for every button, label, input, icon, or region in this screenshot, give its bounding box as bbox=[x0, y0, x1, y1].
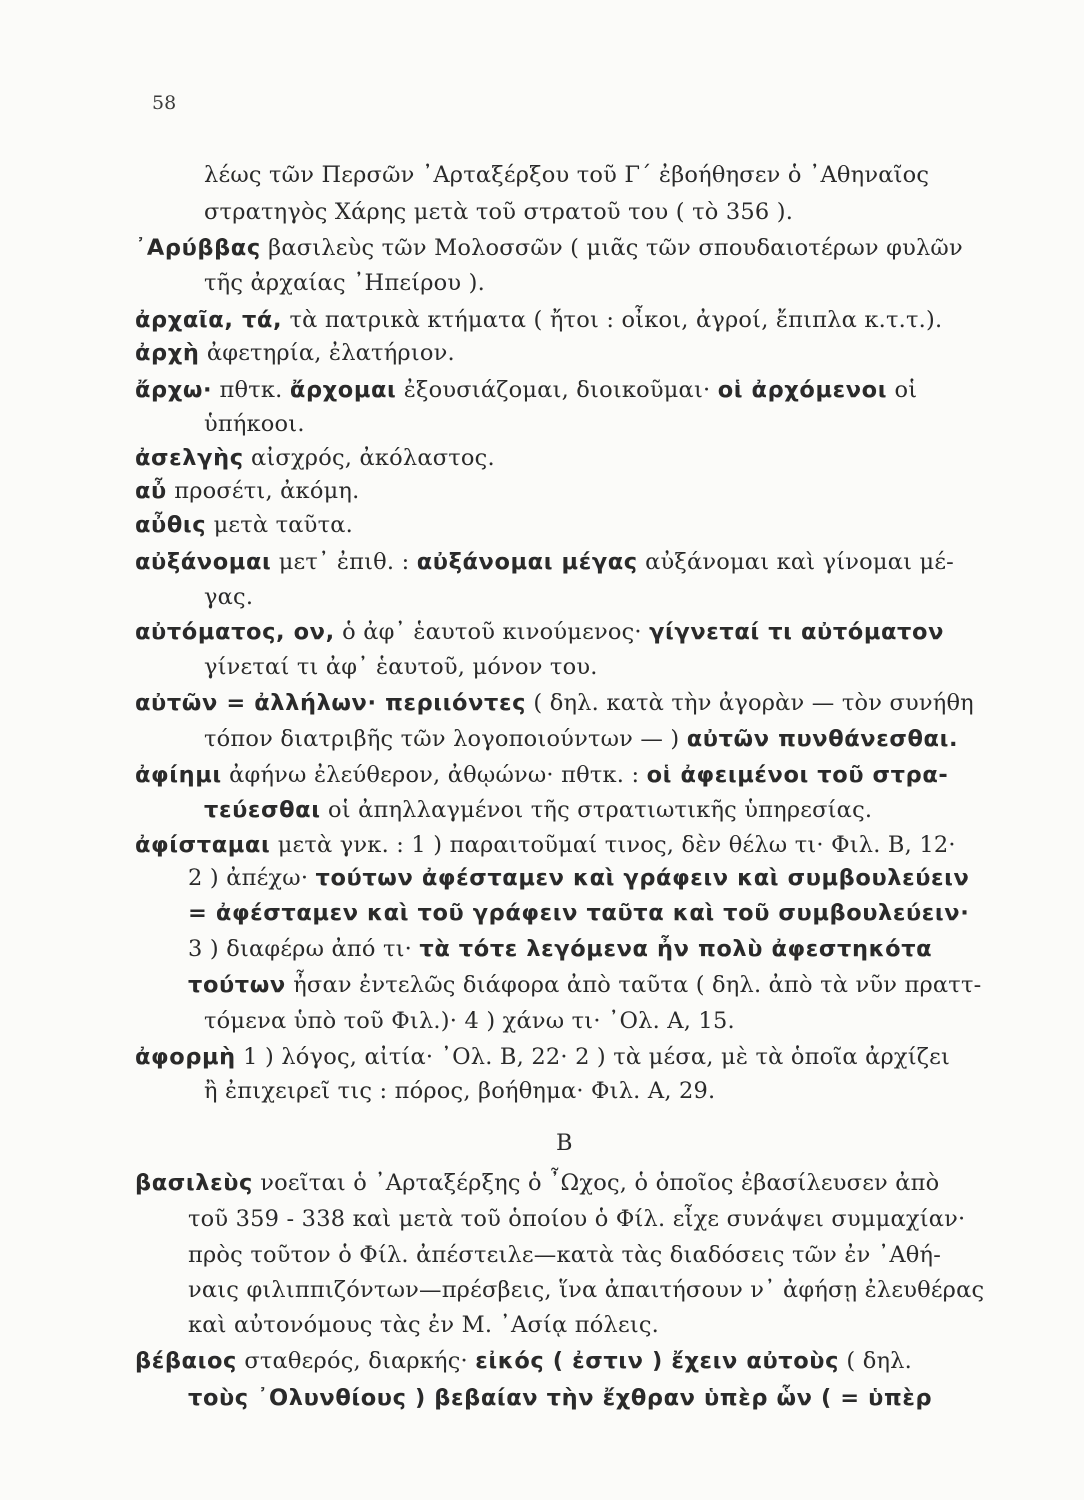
text-line: 2 ) ἀπέχω· τούτων ἀφέσταμεν καὶ γράφειν καὶ συμβουλεύειν bbox=[188, 865, 970, 891]
entry-line: αὐξάνομαι μετ᾿ ἐπιθ. : αὐξάνομαι μέγας αὐξάνομαι καὶ γίνομαι μέ- bbox=[135, 549, 954, 575]
bold-term: = ἀφέσταμεν καὶ τοῦ γράφειν ταῦτα καὶ τοῦ συμβουλεύειν· bbox=[188, 900, 970, 926]
text-line: τόπον διατριβῆς τῶν λογοποιούντων — ) αὐτῶν πυνθάνεσθαι. bbox=[204, 726, 959, 752]
bold-term: εἰκός ( ἐστιν ) ἔχειν αὐτοὺς bbox=[475, 1348, 840, 1374]
text-line bbox=[188, 898, 969, 928]
page-number: 58 bbox=[152, 92, 177, 114]
headword: αὐτόματος, ον, bbox=[135, 619, 335, 645]
headword: αὐξάνομαι bbox=[135, 549, 272, 575]
headword: αὖ bbox=[135, 478, 167, 504]
entry-line: αὐτῶν = ἀλλήλων· περιιόντες ( δηλ. κατὰ τὴν ἀγορὰν — τὸν συνήθη bbox=[135, 690, 974, 716]
text-line: γας. bbox=[204, 584, 254, 610]
entry-line: αὐτόματος, ον, ὁ ἀφ᾿ ἑαυτοῦ κινούμενος· γίγνεταί τι αὐτόματον bbox=[135, 619, 944, 645]
headword: ἀρχαῖα, τά, bbox=[135, 307, 283, 333]
section-letter: Β bbox=[556, 1130, 573, 1156]
headword: ἀφίσταμαι bbox=[135, 832, 271, 858]
headword: ἀφίημι bbox=[135, 762, 222, 788]
text-line: τούτων ἦσαν ἐντελῶς διάφορα ἀπὸ ταῦτα ( δηλ. ἀπὸ τὰ νῦν πραττ- bbox=[188, 972, 982, 998]
text-line: ναις φιλιππιζόντων—πρέσβεις, ἵνα ἀπαιτήσουν ν᾿ ἀφήσῃ ἐλευθέρας bbox=[188, 1277, 985, 1303]
headword: βασιλεὺς bbox=[135, 1170, 253, 1196]
text-line: τῆς ἀρχαίας ᾿Ηπείρου ). bbox=[204, 270, 485, 296]
text-line: τεύεσθαι οἱ ἀπηλλαγμένοι τῆς στρατιωτικῆς ὑπηρεσίας. bbox=[204, 797, 873, 823]
headword: ἀρχὴ bbox=[135, 340, 200, 366]
text-line: τοῦ 359 - 338 καὶ μετὰ τοῦ ὁποίου ὁ Φίλ. εἶχε συνάψει συμμαχίαν· bbox=[188, 1206, 966, 1232]
entry-line: ἀφίσταμαι μετὰ γνκ. : 1 ) παραιτοῦμαί τινος, δὲν θέλω τι· Φιλ. Β, 12· bbox=[135, 832, 956, 858]
text-line: καὶ αὐτονόμους τὰς ἐν Μ. ᾿Ασίᾳ πόλεις. bbox=[188, 1312, 660, 1338]
entry-line: βασιλεὺς νοεῖται ὁ ᾿Αρταξέρξης ὁ ῏Ωχος, ὁ ὁποῖος ἐβασίλευσεν ἀπὸ bbox=[135, 1170, 940, 1196]
text-line: τοὺς ᾿Ολυνθίους ) βεβαίαν τὴν ἔχθραν ὑπὲρ ὧν ( = ὑπὲρ bbox=[188, 1385, 933, 1411]
text-line: 3 ) διαφέρω ἀπό τι· τὰ τότε λεγόμενα ἦν πολὺ ἀφεστηκότα bbox=[188, 936, 933, 962]
bold-term: αὐτῶν πυνθάνεσθαι. bbox=[686, 726, 959, 752]
headword: ᾿Αρύββας bbox=[135, 235, 261, 261]
text-line: ὑπήκοοι. bbox=[204, 411, 305, 437]
text-line: τόμενα ὑπὸ τοῦ Φιλ.)· 4 ) χάνω τι· ᾿Ολ. Α, 15. bbox=[204, 1008, 735, 1034]
text-line: στρατηγὸς Χάρης μετὰ τοῦ στρατοῦ του ( τὸ 356 ). bbox=[204, 199, 794, 225]
bold-term: οἱ ἀφειμένοι τοῦ στρα- bbox=[646, 762, 949, 788]
text-line: γίνεταί τι ἀφ᾿ ἑαυτοῦ, μόνον του. bbox=[204, 654, 598, 680]
bold-term: ἄρχομαι bbox=[289, 377, 397, 403]
headword: ἀφορμὴ bbox=[135, 1044, 236, 1070]
headword: ἄρχω· bbox=[135, 377, 213, 403]
headword: αὖθις bbox=[135, 512, 207, 538]
bold-term: τὰ τότε λεγόμενα ἦν πολὺ ἀφεστηκότα bbox=[419, 936, 933, 962]
bold-term: τούτων bbox=[188, 972, 286, 998]
bold-term: αὐξάνομαι μέγας bbox=[416, 549, 638, 575]
entry-line: ἀρχὴ ἀφετηρία, ἐλατήριον. bbox=[135, 340, 455, 366]
entry-line: ᾿Αρύββας βασιλεὺς τῶν Μολοσσῶν ( μιᾶς τῶν σπουδαιοτέρων φυλῶν bbox=[135, 235, 963, 261]
headword: ἀσελγὴς bbox=[135, 445, 244, 471]
text-line: ἢ ἐπιχειρεῖ τις : πόρος, βοήθημα· Φιλ. Α, 29. bbox=[204, 1078, 716, 1104]
entry-line: ἀφορμὴ 1 ) λόγος, αἰτία· ᾿Ολ. Β, 22· 2 ) τὰ μέσα, μὲ τὰ ὁποῖα ἀρχίζει bbox=[135, 1044, 951, 1070]
headword: βέβαιος bbox=[135, 1348, 237, 1374]
text-line: λέως τῶν Περσῶν ᾿Αρταξέρξου τοῦ Γ΄ ἐβοήθησεν ὁ ᾿Αθηναῖος bbox=[204, 162, 930, 188]
entry-line: ἀσελγὴς αἰσχρός, ἀκόλαστος. bbox=[135, 445, 495, 471]
entry-line: ἀρχαῖα, τά, τὰ πατρικὰ κτήματα ( ἤτοι : οἶκοι, ἀγροί, ἔπιπλα κ.τ.τ.). bbox=[135, 307, 943, 333]
bold-term: οἱ ἀρχόμενοι bbox=[717, 377, 888, 403]
text-line: πρὸς τοῦτον ὁ Φίλ. ἀπέστειλε—κατὰ τὰς διαδόσεις τῶν ἐν ᾿Αθή- bbox=[188, 1242, 942, 1268]
entry-line: βέβαιος σταθερός, διαρκής· εἰκός ( ἐστιν ) ἔχειν αὐτοὺς ( δηλ. bbox=[135, 1348, 912, 1374]
headword: αὐτῶν = ἀλλήλων· περιιόντες bbox=[135, 690, 527, 716]
bold-term: τούτων ἀφέσταμεν καὶ γράφειν καὶ συμβουλεύειν bbox=[315, 865, 970, 891]
entry-line: ἀφίημι ἀφήνω ἐλεύθερον, ἀθῳώνω· πθτκ. : οἱ ἀφειμένοι τοῦ στρα- bbox=[135, 762, 949, 788]
bold-term: γίγνεταί τι αὐτόματον bbox=[649, 619, 944, 645]
entry-line: αὖ προσέτι, ἀκόμη. bbox=[135, 478, 360, 504]
bold-term: τεύεσθαι bbox=[204, 797, 321, 823]
entry-line: αὖθις μετὰ ταῦτα. bbox=[135, 512, 353, 538]
entry-line: ἄρχω· πθτκ. ἄρχομαι ἐξουσιάζομαι, διοικοῦμαι· οἱ ἀρχόμενοι οἱ bbox=[135, 377, 918, 403]
